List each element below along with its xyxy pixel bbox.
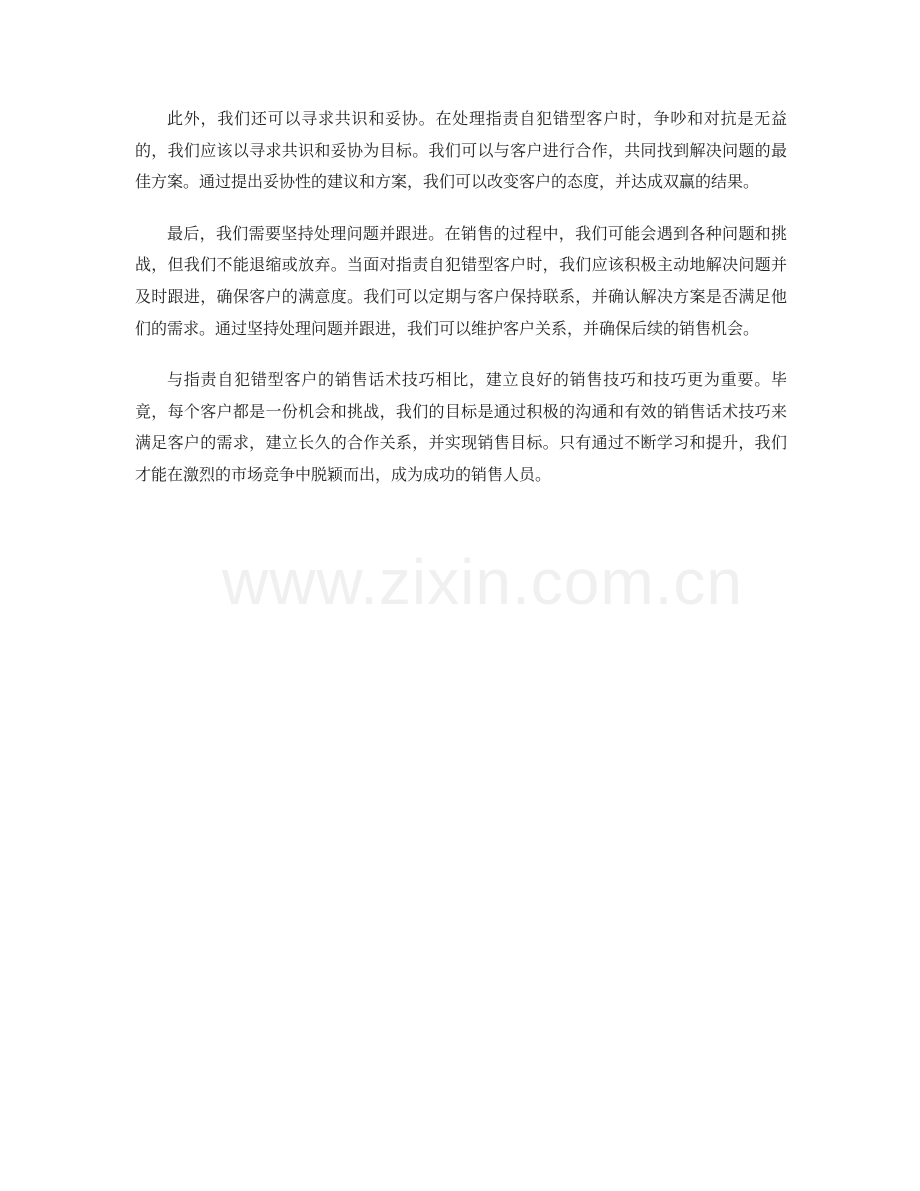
paragraph-conclusion: 与指责自犯错型客户的销售话术技巧相比，建立良好的销售技巧和技巧更为重要。毕竟，每个客户都是一份机会和挑战，我们的目标是通过积极的沟通和有效的销售话术技巧来满足客户的需求，建立长久的合作关系，并实现销售目标。只有通过不断学习和提升，我们才能在激烈的市场竞争中脱颖而出，成为成功的销售人员。 [135, 370, 787, 484]
watermark: www.zixin.com.cn [222, 546, 743, 618]
paragraph-compromise: 此外，我们还可以寻求共识和妥协。在处理指责自犯错型客户时，争吵和对抗是无益的，我们应该以寻求共识和妥协为目标。我们可以与客户进行合作，共同找到解决问题的最佳方案。通过提出妥协性的建议和方案，我们可以改变客户的态度，并达成双赢的结果。 [135, 109, 787, 192]
document-body [135, 103, 787, 511]
paragraph-follow-up: 最后，我们需要坚持处理问题并跟进。在销售的过程中，我们可能会遇到各种问题和挑战，但我们不能退缩或放弃。当面对指责自犯错型客户时，我们应该积极主动地解决问题并及时跟进，确保客户的满意度。我们可以定期与客户保持联系，并确认解决方案是否满足他们的需求。通过坚持处理问题并跟进，我们可以维护客户关系，并确保后续的销售机会。 [135, 223, 787, 338]
